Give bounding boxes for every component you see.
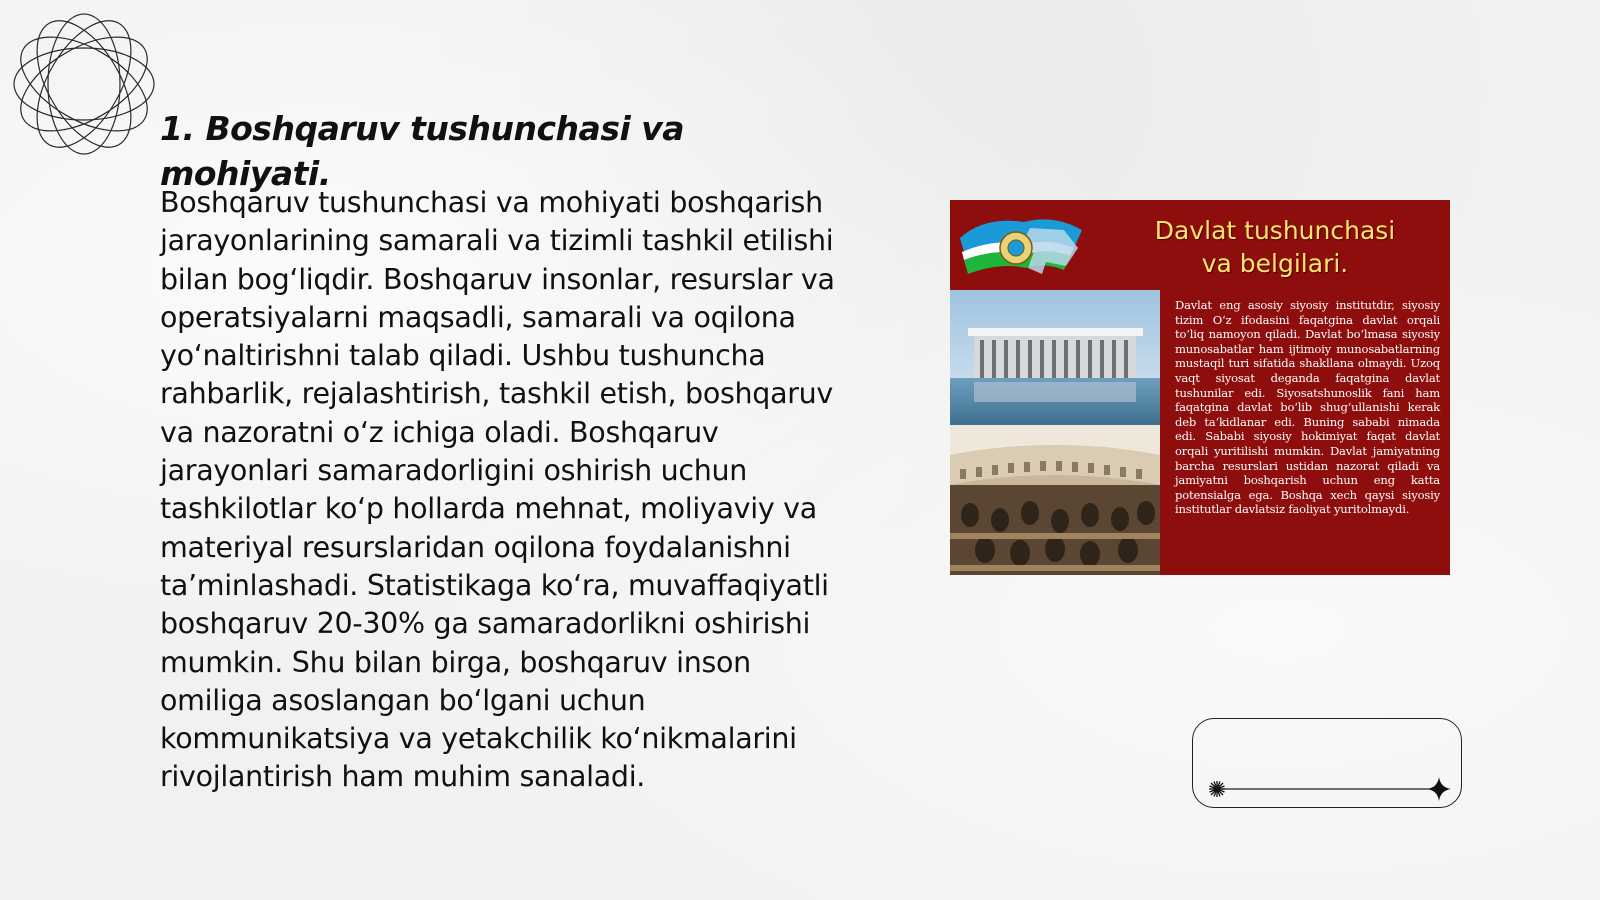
picture-title-line2: va belgilari. [1201,249,1349,278]
parliament-building-photo [950,290,1160,425]
picture-title [1120,214,1430,280]
four-point-star-icon [1427,777,1451,801]
slide-title: 1. Boshqaruv tushunchasi va mohiyati. [160,109,685,193]
interlocking-circles-icon [10,10,158,158]
decorative-line [1193,719,1463,809]
parliament-hall-photo [950,425,1160,575]
picture-body-text: Davlat eng asosiy siyosiy institutdir, siyosiy tizim O‘z ifodasini faqatgina davlat orqali to‘liq namoyon qiladi. Davlat bo‘lmasa siyosiy munosabatlar ham ijtimoiy munosabatlarning mustaqil turi sifatida shakllana olmaydi. Uzoq vaqt siyosat deganda faqatgina davlat tushunilar edi. Siyosatshunoslik fani ham faqatgina davlat bo‘lib shug‘ullanishi kerak deb ta‘kidlanar edi. Buning sababi nimada edi. Sababi siyosiy hokimiyat faqat davlat orqali yuritilishi mumkin. Davlat jamiyatning barcha resurslari ustidan nazorat qiladi va jamiyatni boshqarish uchun eng katta potensialga ega. Boshqa xech qaysi siyosiy institutlar davlatsiz faoliyat yuritolmaydi. [1175,298,1440,517]
sparkle-icon [1209,781,1225,797]
picture-title-line1: Davlat tushunchasi [1154,216,1396,245]
slide-body-text: Boshqaruv tushunchasi va mohiyati boshqarish jarayonlarining samarali va tizimli tashkil etilishi bilan bog‘liqdir. Boshqaruv insonlar, resurslar va operatsiyalarni maqsadli, samarali va oqilona yo‘naltirishni talab qiladi. Ushbu tushuncha rahbarlik, rejalashtirish, tashkil etish, boshqaruv va nazoratni o‘z ichiga oladi. Boshqaruv jarayonlari samaradorligini oshirish uchun tashkilotlar ko‘p hollarda mehnat, moliyaviy va materiyal resurslaridan oqilona foydalanishni ta’minlashadi. Statistikaga ko‘ra, muvaffaqiyatli boshqaruv 20-30% ga samaradorlikni oshirishi mumkin. Shu bilan birga, boshqaruv inson omiliga asoslangan bo‘lgani uchun kommunikatsiya va yetakchilik ko‘nikmalarini rivojlantirish ham muhim sanaladi. [160,186,835,794]
decorative-frame [1192,718,1462,808]
uzbekistan-flag-map-icon [954,208,1094,286]
davlat-tushunchasi-image [950,200,1450,575]
